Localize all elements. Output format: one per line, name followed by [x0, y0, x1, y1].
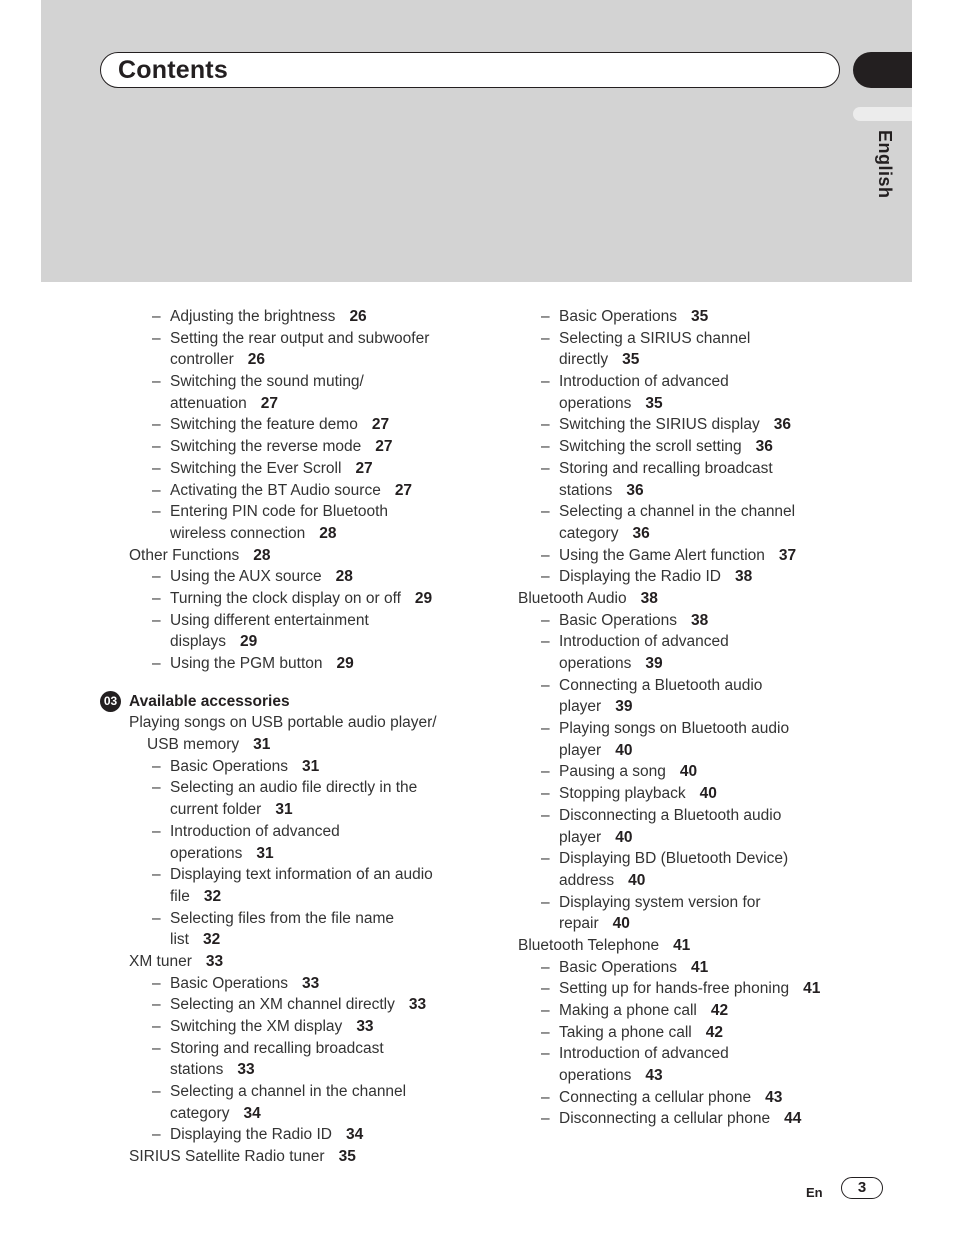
- section-tab-marker: [853, 52, 912, 88]
- toc-entry-text: Adjusting the brightness: [170, 308, 336, 325]
- toc-page-number: 29: [336, 655, 354, 672]
- list-dash: –: [541, 1045, 550, 1063]
- toc-entry-text: Switching the SIRIUS display: [559, 416, 760, 434]
- list-dash: –: [152, 1083, 161, 1101]
- toc-entry-text: Switching the sound muting/: [170, 373, 364, 391]
- toc-page-number: 42: [710, 1002, 729, 1019]
- toc-entry-text: attenuation: [170, 394, 247, 412]
- toc-entry-text: USB memory: [147, 736, 240, 754]
- toc-entry-sub[interactable]: [100, 1081, 460, 1103]
- toc-entry-text: Bluetooth Audio: [518, 589, 627, 607]
- page-number: 3: [841, 1177, 883, 1199]
- toc-page-number: 40: [615, 828, 633, 846]
- toc-page-number: 31: [302, 757, 320, 775]
- list-dash: –: [152, 481, 161, 499]
- list-dash: –: [541, 416, 550, 434]
- toc-entry-sub[interactable]: [100, 1038, 460, 1060]
- toc-page-number: 44: [784, 1110, 802, 1128]
- toc-entry-text: Selecting an audio file directly in the: [170, 779, 418, 797]
- toc-page-number: 41: [803, 980, 821, 998]
- toc-entry-sub[interactable]: [489, 393, 849, 415]
- toc-entry-sub[interactable]: [100, 436, 460, 458]
- toc-entry-text: Bluetooth Telephone: [518, 936, 660, 954]
- toc-entry-main[interactable]: [100, 1146, 460, 1168]
- toc-entry-sub[interactable]: [100, 328, 460, 350]
- toc-entry-text: Setting up for hands-free phoning: [559, 980, 790, 998]
- toc-page-number: 32: [202, 931, 221, 949]
- toc-entry-sub[interactable]: [489, 696, 849, 718]
- section-number-badge: 03: [100, 691, 121, 712]
- toc-page-number: 38: [640, 589, 658, 607]
- toc-entry-sub[interactable]: [100, 501, 460, 523]
- toc-page-number: 27: [375, 438, 393, 456]
- toc-page-number: 42: [705, 1023, 723, 1041]
- toc-page-number: 37: [778, 546, 797, 564]
- toc-entry-text: Setting the rear output and subwoofer: [170, 329, 430, 347]
- list-dash: –: [152, 1126, 161, 1144]
- toc-entry-text: Using the AUX source: [170, 568, 322, 586]
- toc-entry-sub[interactable]: [100, 973, 460, 995]
- toc-page-number: 33: [205, 952, 224, 970]
- toc-entry-text: file: [170, 887, 190, 905]
- list-dash: –: [541, 329, 550, 347]
- toc-entry-sub[interactable]: [489, 371, 849, 393]
- toc-entry-main[interactable]: [100, 734, 460, 756]
- toc-entry-text: Basic Operations: [559, 611, 678, 629]
- toc-entry-text: Basic Operations: [170, 757, 289, 775]
- toc-entry-sub[interactable]: [489, 545, 849, 567]
- toc-entry-text: Switching the feature demo: [170, 416, 358, 434]
- toc-entry-sub[interactable]: [100, 1059, 460, 1081]
- list-dash: –: [152, 757, 161, 775]
- toc-page-number: 28: [335, 568, 353, 586]
- toc-entry-sub[interactable]: [100, 393, 460, 415]
- toc-page-number: 40: [615, 741, 633, 759]
- list-dash: –: [541, 850, 550, 868]
- toc-entry-sub[interactable]: [489, 1000, 849, 1022]
- toc-entry-sub[interactable]: [100, 566, 460, 588]
- list-dash: –: [541, 546, 550, 564]
- toc-entry-text: Stopping playback: [559, 785, 686, 803]
- list-dash: –: [541, 676, 550, 694]
- toc-entry-text: Switching the reverse mode: [170, 438, 362, 456]
- list-dash: –: [152, 779, 161, 797]
- list-dash: –: [541, 1023, 550, 1041]
- toc-page-number: 33: [237, 1061, 255, 1079]
- toc-entry-text: Selecting a channel in the channel: [559, 503, 796, 521]
- toc-page-number: 27: [355, 459, 373, 477]
- page-title: Contents: [118, 56, 228, 84]
- toc-page-number: 26: [349, 308, 367, 325]
- toc-entry-text: Displaying system version for: [559, 893, 761, 911]
- toc-entry-text: Introduction of advanced: [559, 373, 729, 391]
- toc-entry-text: Selecting an XM channel directly: [170, 996, 395, 1014]
- toc-page-number: 27: [394, 481, 413, 499]
- toc-entry-sub[interactable]: [489, 1022, 849, 1044]
- toc-page-number: 36: [626, 481, 644, 499]
- toc-entry-sub[interactable]: [489, 1108, 849, 1130]
- toc-entry-text: player: [559, 698, 602, 716]
- toc-entry-sub[interactable]: [100, 821, 460, 843]
- toc-entry-sub[interactable]: [100, 631, 460, 653]
- toc-page-number: 43: [645, 1067, 663, 1085]
- toc-entry-text: stations: [559, 481, 613, 499]
- toc-entry-text: Pausing a song: [559, 763, 666, 781]
- list-dash: –: [541, 893, 550, 911]
- toc-entry-main[interactable]: [489, 588, 849, 610]
- toc-entry-text: list: [170, 931, 189, 949]
- list-dash: –: [152, 329, 161, 347]
- toc-entry-text: operations: [559, 394, 632, 412]
- title-box: [100, 52, 840, 88]
- toc-entry-sub[interactable]: [489, 978, 849, 1000]
- toc-entry-sub[interactable]: [489, 501, 849, 523]
- list-dash: –: [152, 611, 161, 629]
- list-dash: –: [541, 308, 550, 325]
- toc-entry-sub[interactable]: [489, 675, 849, 697]
- toc-entry-text: XM tuner: [129, 952, 192, 970]
- toc-entry-text: Activating the BT Audio source: [170, 481, 381, 499]
- toc-page-number: 33: [356, 1018, 374, 1035]
- toc-entry-sub[interactable]: [100, 610, 460, 632]
- language-label: English: [875, 130, 895, 199]
- toc-entry-text: current folder: [170, 801, 262, 819]
- toc-entry-text: wireless connection: [170, 524, 306, 542]
- toc-entry-sub[interactable]: [489, 1065, 849, 1087]
- toc-entry-text: Other Functions: [129, 546, 240, 564]
- toc-entry-sub[interactable]: [100, 799, 460, 821]
- toc-entry-sub[interactable]: [489, 436, 849, 458]
- toc-page-number: 41: [691, 958, 709, 976]
- toc-entry-text: Selecting a SIRIUS channel: [559, 329, 751, 347]
- toc-entry-text: Entering PIN code for Bluetooth: [170, 503, 388, 521]
- toc-entry-sub[interactable]: [489, 957, 849, 979]
- list-dash: –: [152, 996, 161, 1014]
- toc-entry-text: Using different entertainment: [170, 611, 369, 629]
- toc-entry-sub[interactable]: [100, 756, 460, 778]
- toc-entry-sub[interactable]: [489, 523, 849, 545]
- toc-page-number: 35: [691, 308, 709, 325]
- toc-entry-sub[interactable]: [489, 480, 849, 502]
- toc-entry-sub[interactable]: [489, 848, 849, 870]
- list-dash: –: [541, 611, 550, 629]
- toc-entry-text: operations: [559, 655, 632, 672]
- toc-entry-sub[interactable]: [489, 458, 849, 480]
- toc-entry-sub[interactable]: [100, 908, 460, 930]
- list-dash: –: [152, 655, 161, 672]
- toc-page-number: 27: [260, 394, 278, 412]
- toc-entry-text: controller: [170, 351, 234, 369]
- toc-entry-text: Disconnecting a cellular phone: [559, 1110, 771, 1128]
- toc-entry-sub[interactable]: [489, 631, 849, 653]
- list-dash: –: [152, 822, 161, 840]
- toc-entry-sub[interactable]: [489, 414, 849, 436]
- toc-entry-sub[interactable]: [489, 783, 849, 805]
- toc-entry-text: Switching the scroll setting: [559, 438, 742, 456]
- toc-entry-sub[interactable]: [489, 827, 849, 849]
- list-dash: –: [541, 720, 550, 738]
- toc-page-number: 40: [612, 915, 630, 933]
- toc-entry-sub[interactable]: [489, 718, 849, 740]
- toc-page-number: 29: [240, 633, 258, 651]
- toc-entry-text: Displaying the Radio ID: [170, 1126, 332, 1144]
- list-dash: –: [152, 503, 161, 521]
- list-dash: –: [152, 438, 161, 456]
- toc-entry-text: player: [559, 828, 602, 846]
- list-dash: –: [541, 1002, 550, 1019]
- toc-entry-text: Connecting a cellular phone: [559, 1088, 752, 1106]
- toc-page-number: 36: [755, 438, 773, 456]
- list-dash: –: [541, 438, 550, 456]
- list-dash: –: [152, 1039, 161, 1057]
- toc-entry-sub[interactable]: [100, 653, 460, 675]
- toc-page-number: 27: [371, 416, 390, 434]
- toc-entry-sub[interactable]: [489, 610, 849, 632]
- toc-entry-sub[interactable]: [489, 1087, 849, 1109]
- toc-entry-sub[interactable]: [100, 306, 460, 328]
- toc-entry-sub[interactable]: [489, 913, 849, 935]
- toc-page-number: 39: [615, 698, 633, 716]
- list-dash: –: [541, 763, 550, 781]
- toc-page-number: 29: [414, 589, 433, 607]
- toc-entry-text: category: [559, 524, 619, 542]
- section-heading: [100, 691, 460, 713]
- toc-page-number: 40: [699, 785, 717, 803]
- toc-entry-text: Introduction of advanced: [559, 633, 729, 651]
- toc-entry-sub[interactable]: [100, 929, 460, 951]
- toc-entry-sub[interactable]: [100, 458, 460, 480]
- toc-entry-sub[interactable]: [489, 805, 849, 827]
- toc-page-number: 31: [275, 801, 293, 819]
- toc-entry-text: Selecting files from the file name: [170, 909, 394, 927]
- list-dash: –: [152, 589, 161, 607]
- toc-entry-sub[interactable]: [100, 371, 460, 393]
- toc-page-number: 35: [338, 1148, 356, 1166]
- toc-page-number: 26: [247, 351, 265, 369]
- toc-entry-sub[interactable]: [100, 1016, 460, 1038]
- toc-entry-text: Selecting a channel in the channel: [170, 1083, 407, 1101]
- toc-entry-sub[interactable]: [100, 588, 460, 610]
- toc-entry-sub[interactable]: [489, 870, 849, 892]
- list-dash: –: [541, 806, 550, 824]
- toc-entry-text: Using the PGM button: [170, 655, 323, 672]
- list-dash: –: [541, 568, 550, 586]
- toc-entry-sub[interactable]: [489, 566, 849, 588]
- toc-entry-sub[interactable]: [489, 761, 849, 783]
- list-dash: –: [152, 308, 161, 325]
- toc-page-number: 40: [628, 871, 646, 889]
- list-dash: –: [152, 373, 161, 391]
- toc-entry-sub[interactable]: [100, 349, 460, 371]
- toc-entry-text: Basic Operations: [559, 958, 678, 976]
- toc-entry-text: address: [559, 871, 615, 889]
- toc-page-number: 28: [319, 524, 337, 542]
- list-dash: –: [152, 866, 161, 884]
- toc-entry-sub[interactable]: [100, 414, 460, 436]
- toc-entry-sub[interactable]: [100, 994, 460, 1016]
- list-dash: –: [152, 416, 161, 434]
- toc-entry-text: Switching the XM display: [170, 1018, 343, 1035]
- toc-page-number: 28: [253, 546, 271, 564]
- toc-page-number: 35: [645, 394, 663, 412]
- toc-entry-main[interactable]: [100, 712, 460, 734]
- toc-page-number: 35: [622, 351, 640, 369]
- toc-entry-sub[interactable]: [489, 349, 849, 371]
- toc-entry-text: Playing songs on Bluetooth audio: [559, 720, 790, 738]
- toc-page-number: 34: [243, 1104, 261, 1122]
- list-dash: –: [541, 459, 550, 477]
- list-dash: –: [541, 958, 550, 976]
- toc-entry-sub[interactable]: [100, 1124, 460, 1146]
- section-gap: [100, 675, 460, 691]
- toc-right-column: [489, 306, 849, 1130]
- toc-page-number: 40: [679, 763, 698, 781]
- toc-entry-text: Storing and recalling broadcast: [170, 1039, 384, 1057]
- toc-page-number: 36: [632, 524, 650, 542]
- header-band: [41, 0, 912, 282]
- toc-entry-text: Turning the clock display on or off: [170, 589, 401, 607]
- toc-entry-text: Introduction of advanced: [559, 1045, 729, 1063]
- toc-entry-text: Making a phone call: [559, 1002, 697, 1019]
- list-dash: –: [541, 785, 550, 803]
- list-dash: –: [152, 568, 161, 586]
- toc-entry-sub[interactable]: [489, 740, 849, 762]
- toc-entry-text: Using the Game Alert function: [559, 546, 765, 564]
- toc-entry-text: player: [559, 741, 602, 759]
- list-dash: –: [541, 1088, 550, 1106]
- toc-entry-text: Taking a phone call: [559, 1023, 692, 1041]
- toc-entry-text: Introduction of advanced: [170, 822, 340, 840]
- toc-page-number: 33: [408, 996, 427, 1014]
- toc-left-column: [100, 306, 460, 1168]
- list-dash: –: [152, 459, 161, 477]
- list-dash: –: [541, 1110, 550, 1128]
- toc-entry-text: repair: [559, 915, 599, 933]
- toc-entry-sub[interactable]: [100, 886, 460, 908]
- toc-entry-sub[interactable]: [100, 480, 460, 502]
- toc-page-number: 43: [765, 1088, 783, 1106]
- toc-page-number: 36: [773, 416, 791, 434]
- toc-page-number: 33: [302, 974, 320, 992]
- toc-entry-main[interactable]: [100, 951, 460, 973]
- toc-entry-sub[interactable]: [100, 843, 460, 865]
- toc-entry-text: Displaying BD (Bluetooth Device): [559, 850, 789, 868]
- list-dash: –: [152, 909, 161, 927]
- toc-entry-sub[interactable]: [489, 1043, 849, 1065]
- toc-page-number: 38: [691, 611, 709, 629]
- toc-entry-main[interactable]: [489, 935, 849, 957]
- toc-entry-sub[interactable]: [100, 523, 460, 545]
- toc-entry-text: Switching the Ever Scroll: [170, 459, 342, 477]
- list-dash: –: [541, 503, 550, 521]
- toc-entry-text: Displaying the Radio ID: [559, 568, 721, 586]
- list-dash: –: [541, 980, 550, 998]
- toc-entry-text: displays: [170, 633, 226, 651]
- toc-entry-sub[interactable]: [489, 653, 849, 675]
- toc-entry-sub[interactable]: [489, 306, 849, 328]
- toc-entry-main[interactable]: [100, 545, 460, 567]
- toc-entry-text: Connecting a Bluetooth audio: [559, 676, 763, 694]
- toc-entry-text: SIRIUS Satellite Radio tuner: [129, 1148, 325, 1166]
- toc-entry-text: category: [170, 1104, 230, 1122]
- toc-entry-text: Basic Operations: [559, 308, 678, 325]
- toc-entry-sub[interactable]: [489, 892, 849, 914]
- toc-page-number: 34: [345, 1126, 364, 1144]
- toc-entry-text: Playing songs on USB portable audio player/: [129, 714, 437, 732]
- toc-entry-sub[interactable]: [100, 864, 460, 886]
- toc-entry-sub[interactable]: [489, 328, 849, 350]
- language-tab-marker: [853, 107, 912, 121]
- list-dash: –: [541, 633, 550, 651]
- list-dash: –: [541, 373, 550, 391]
- toc-entry-text: Basic Operations: [170, 974, 289, 992]
- section-title: Available accessories: [129, 692, 290, 710]
- toc-page-number: 32: [203, 887, 222, 905]
- toc-page-number: 38: [734, 568, 753, 586]
- toc-entry-text: Displaying text information of an audio: [170, 866, 433, 884]
- toc-entry-text: stations: [170, 1061, 224, 1079]
- toc-page-number: 31: [256, 844, 274, 862]
- toc-page-number: 31: [253, 736, 271, 754]
- toc-entry-sub[interactable]: [100, 777, 460, 799]
- toc-entry-text: directly: [559, 351, 609, 369]
- toc-entry-text: Disconnecting a Bluetooth audio: [559, 806, 782, 824]
- toc-page-number: 39: [645, 655, 663, 672]
- list-dash: –: [152, 1018, 161, 1035]
- toc-page-number: 41: [673, 936, 691, 954]
- footer-language: En: [806, 1185, 823, 1200]
- toc-entry-text: Storing and recalling broadcast: [559, 459, 773, 477]
- toc-entry-text: operations: [170, 844, 243, 862]
- toc-entry-sub[interactable]: [100, 1103, 460, 1125]
- list-dash: –: [152, 974, 161, 992]
- toc-entry-text: operations: [559, 1067, 632, 1085]
